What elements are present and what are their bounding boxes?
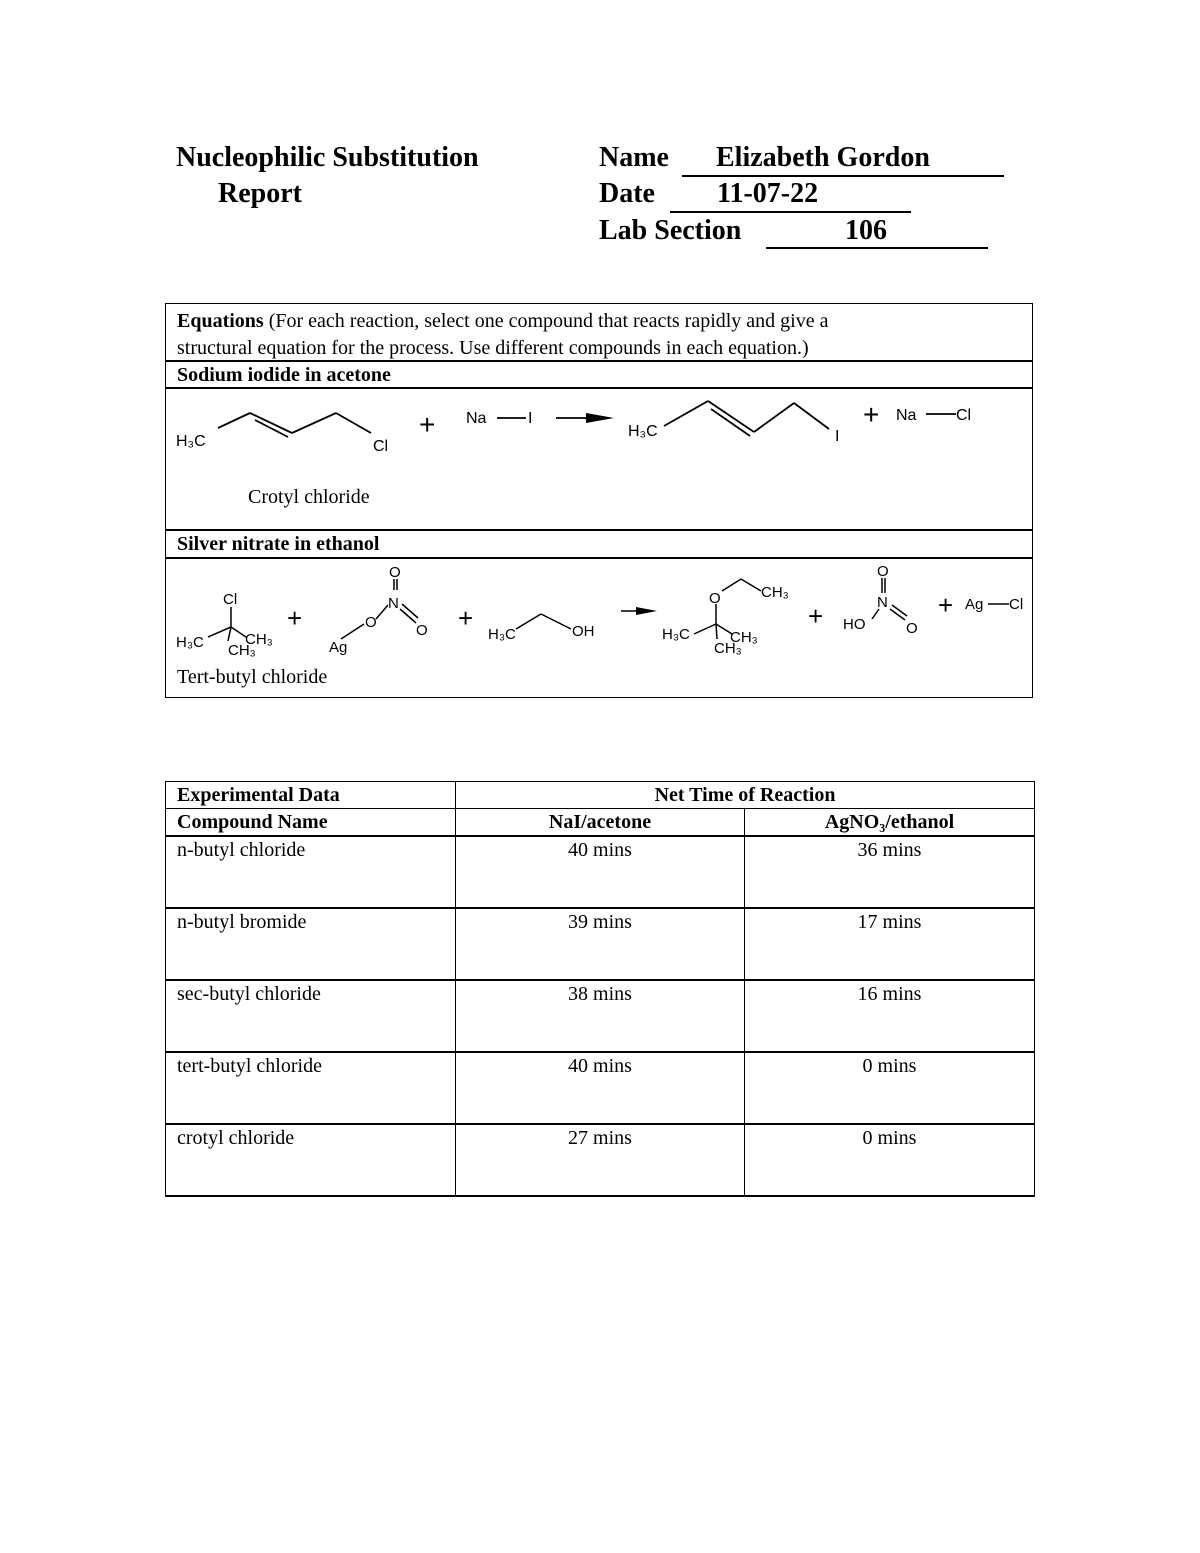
compound-cell: crotyl chloride <box>166 1124 456 1196</box>
nai-heading: Sodium iodide in acetone <box>177 364 391 386</box>
label-h3c: H₃C <box>628 423 658 440</box>
label-oh: OH <box>572 623 595 640</box>
compound-cell: n-butyl chloride <box>166 836 456 908</box>
label-cl: Cl <box>223 591 238 608</box>
label-ho: HO <box>843 616 866 633</box>
label-na: Na <box>896 407 917 424</box>
nai-time-cell[interactable]: 40 mins <box>456 1052 745 1124</box>
nai-time-cell[interactable]: 38 mins <box>456 980 745 1052</box>
label-ag: Ag <box>329 639 348 656</box>
table-header-row <box>166 782 1035 809</box>
label-o: O <box>416 622 428 639</box>
label-ch3: CH₃ <box>228 642 256 659</box>
report-title-line1: Nucleophilic Substitution <box>176 142 479 173</box>
header-nai-acetone: NaI/acetone <box>456 809 745 837</box>
label-ch3: CH₃ <box>730 629 758 646</box>
date-underline <box>670 211 911 213</box>
header-agno3-ethanol: AgNO₃/ethanol <box>745 809 1035 837</box>
label-o: O <box>709 590 721 607</box>
nai-time-cell[interactable]: 40 mins <box>456 836 745 908</box>
date-field[interactable]: 11-07-22 <box>717 178 819 209</box>
label-cl: Cl <box>373 438 389 455</box>
name-underline <box>682 175 1004 177</box>
label-na: Na <box>466 410 487 427</box>
compound-cell: n-butyl bromide <box>166 908 456 980</box>
label-h3c: H₃C <box>176 433 206 450</box>
table-row <box>166 1052 1035 1124</box>
plus-sign: + <box>938 590 954 620</box>
label-o: O <box>906 620 918 637</box>
label-cl: Cl <box>956 407 972 424</box>
lab-section-underline <box>766 247 988 249</box>
label-o: O <box>389 564 401 581</box>
label-o: O <box>365 614 377 631</box>
header-net-time: Net Time of Reaction <box>456 782 1035 809</box>
lab-section-label: Lab Section <box>599 215 742 246</box>
report-title-line2: Report <box>218 178 302 209</box>
nai-time-cell[interactable]: 39 mins <box>456 908 745 980</box>
header-experimental-data: Experimental Data <box>166 782 456 809</box>
label-ch3: CH₃ <box>761 584 789 601</box>
label-ch3: CH₃ <box>714 640 742 657</box>
label-h3c: H₃C <box>176 634 204 651</box>
equations-box <box>165 303 1033 698</box>
plus-sign: + <box>419 409 436 440</box>
nai-caption: Crotyl chloride <box>248 486 370 508</box>
table-row <box>166 836 1035 908</box>
plus-sign: + <box>458 603 474 633</box>
label-ag: Ag <box>965 596 984 613</box>
label-i: I <box>835 428 840 445</box>
equations-intro <box>177 308 829 335</box>
table-header-row <box>166 809 1035 837</box>
agno3-time-cell[interactable]: 16 mins <box>745 980 1035 1052</box>
label-h3c: H₃C <box>488 626 516 643</box>
label-n: N <box>877 594 888 611</box>
agno3-reaction-scheme <box>166 559 1032 669</box>
equations-intro-text: (For each reaction, select one compound that reacts rapidly and give a <box>263 310 829 332</box>
label-ch3: CH₃ <box>245 631 273 648</box>
agno3-time-cell[interactable]: 0 mins <box>745 1124 1035 1196</box>
agno3-time-cell[interactable]: 17 mins <box>745 908 1035 980</box>
label-i: I <box>528 410 533 427</box>
nai-time-cell[interactable]: 27 mins <box>456 1124 745 1196</box>
agno3-caption: Tert-butyl chloride <box>177 666 328 688</box>
label-h3c: H₃C <box>662 626 690 643</box>
compound-cell: tert-butyl chloride <box>166 1052 456 1124</box>
name-label: Name <box>599 142 669 173</box>
date-label: Date <box>599 178 655 209</box>
agno3-heading: Silver nitrate in ethanol <box>177 533 380 555</box>
table-row <box>166 1124 1035 1196</box>
plus-sign: + <box>287 603 303 633</box>
label-o: O <box>877 563 889 580</box>
equations-intro-bold: Equations <box>177 310 264 332</box>
agno3-time-cell[interactable]: 36 mins <box>745 836 1035 908</box>
lab-section-field[interactable]: 106 <box>845 215 887 246</box>
plus-sign: + <box>863 399 880 430</box>
compound-cell: sec-butyl chloride <box>166 980 456 1052</box>
table-row <box>166 908 1035 980</box>
agno3-time-cell[interactable]: 0 mins <box>745 1052 1035 1124</box>
table-row <box>166 980 1035 1052</box>
equations-intro-line2: structural equation for the process. Use different compounds in each equation.) <box>177 337 809 359</box>
experimental-data-table <box>165 781 1035 1197</box>
name-field[interactable]: Elizabeth Gordon <box>716 142 930 173</box>
label-cl: Cl <box>1009 596 1024 613</box>
header-compound-name: Compound Name <box>166 809 456 837</box>
label-n: N <box>388 595 399 612</box>
plus-sign: + <box>808 601 824 631</box>
